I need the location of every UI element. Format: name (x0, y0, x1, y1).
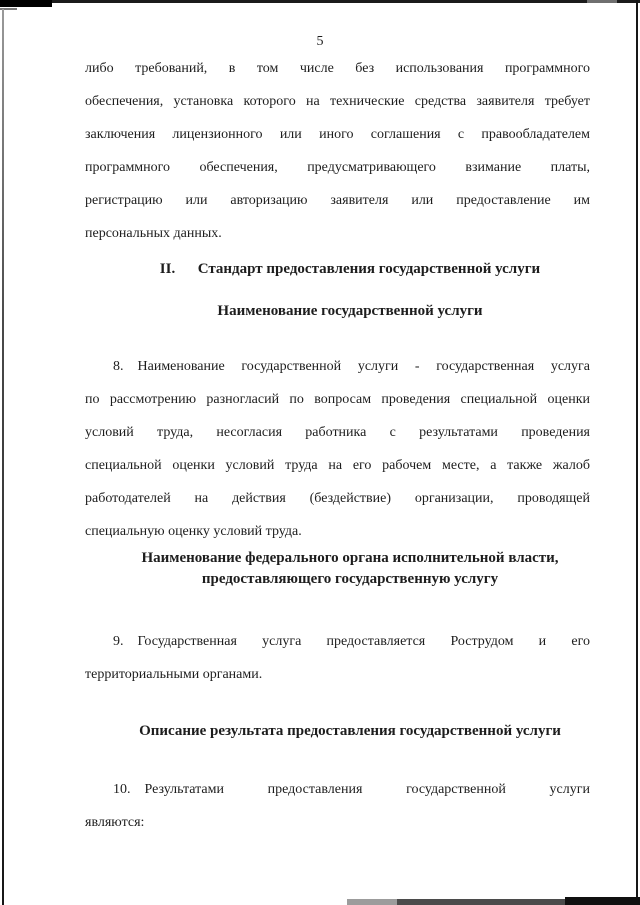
paragraph-10 (85, 773, 590, 839)
heading-service-name: Наименование государственной услуги (217, 303, 483, 319)
body-line: специальной оценки условий труда на его рабочем месте, а также жалоб (85, 458, 590, 473)
paragraph-9 (85, 625, 590, 691)
body-line: регистрацию или авторизацию заявителя или предоставление им (85, 193, 590, 208)
body-line: работодателей на действия (бездействие) организации, проводящей (85, 491, 590, 506)
body-line: условий труда, несогласия работника с результатами проведения (85, 425, 590, 440)
heading-line: предоставляющего государственную услугу (201, 571, 499, 587)
body-line: являются: (85, 815, 145, 830)
body-line: 8. Наименование государственной услуги - государственная услуга (113, 359, 590, 374)
body-line: по рассмотрению разногласий по вопросам проведения специальной оценки (85, 392, 590, 407)
paragraph-8 (85, 350, 590, 548)
heading-result-description: Описание результата предоставления государственной услуги (139, 723, 561, 739)
body-line: персональных данных. (85, 226, 222, 241)
body-line: территориальными органами. (85, 667, 263, 682)
scan-border-right (636, 0, 638, 905)
body-line: 10. Результатами предоставления государственной услуги (113, 782, 590, 797)
body-line: специальную оценку условий труда. (85, 524, 302, 539)
heading-line: Наименование федерального органа исполнительной власти, (141, 550, 559, 566)
scan-border-top (0, 0, 640, 3)
body-line: программного обеспечения, предусматривающего взимание платы, (85, 160, 590, 175)
scan-border-bottom-segment-3 (565, 897, 640, 905)
scan-border-top-left (0, 0, 52, 7)
scan-border-left (2, 9, 4, 905)
body-line: 9. Государственная услуга предоставляется Рострудом и его (113, 634, 590, 649)
body-line: заключения лицензионного или иного соглашения с правообладателем (85, 127, 590, 142)
scan-border-top-gray-segment (587, 0, 617, 3)
body-line: обеспечения, установка которого на технические средства заявителя требует (85, 94, 590, 109)
paragraph-continuation (85, 52, 590, 250)
scan-border-bottom-segment-1 (347, 899, 397, 905)
heading-federal-authority (90, 548, 610, 590)
page-number: 5 (316, 34, 324, 49)
body-line: либо требований, в том числе без использования программного (85, 61, 590, 76)
scan-border-bottom-segment-2 (397, 899, 565, 905)
heading-section-standard: II. Стандарт предоставления государственной услуги (159, 261, 541, 277)
